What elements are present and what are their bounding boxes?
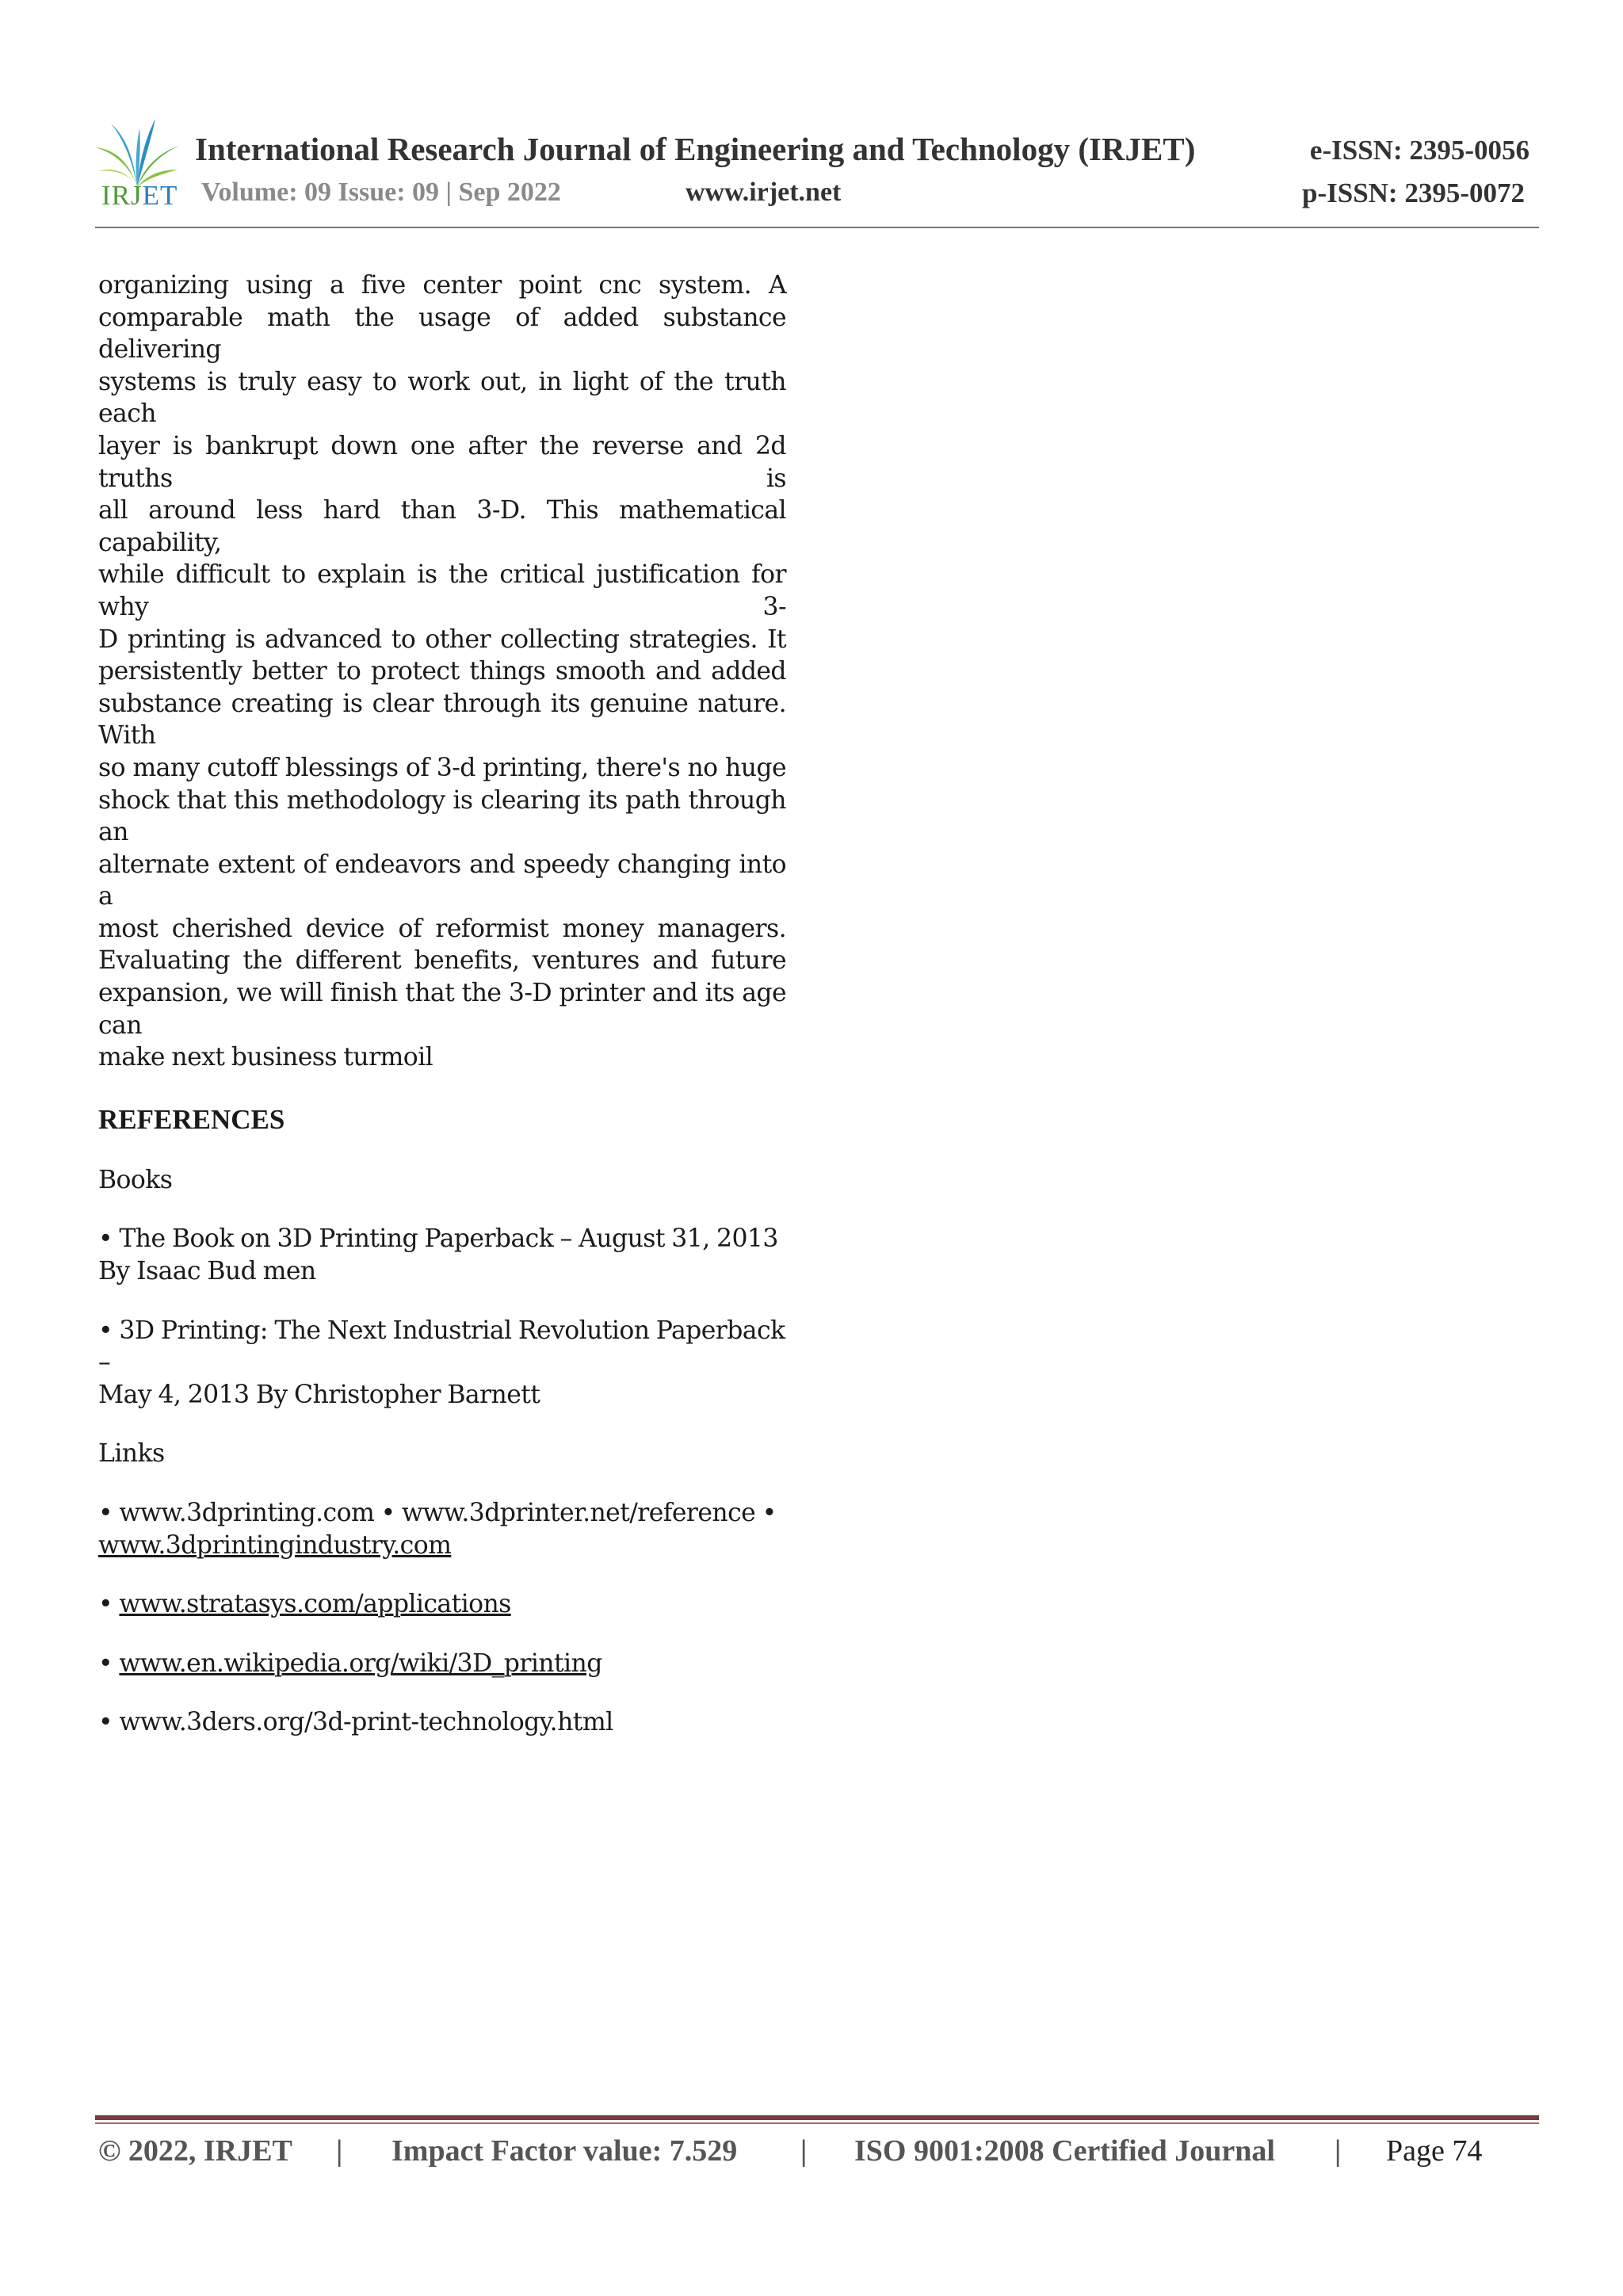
reference-link-2 [98, 1588, 786, 1621]
text-line: expansion, we will finish that the 3-D printer and its age can [98, 979, 786, 1040]
text-line: most cherished device of reformist money managers. [98, 914, 786, 943]
left-column [98, 269, 786, 1739]
reference-book-2 [98, 1315, 786, 1412]
journal-website-link[interactable]: www.irjet.net [685, 178, 842, 207]
books-label: Books [98, 1165, 173, 1194]
footer-divider [95, 2115, 1539, 2120]
text-line: persistently better to protect things smooth and added [98, 657, 786, 686]
page-footer [98, 2134, 1541, 2173]
footer-divider-thin [95, 2122, 1539, 2124]
text-line: all around less hard than 3-D. This mathematical capability, [98, 496, 786, 557]
text-line: comparable math the usage of added substance delivering [98, 303, 786, 365]
journal-title: International Research Journal of Engineering and Technology (IRJET) [195, 131, 1196, 167]
text-line: Evaluating the different benefits, ventures and future [98, 946, 786, 976]
e-issn: e-ISSN: 2395-0056 [1309, 135, 1529, 166]
text-line: layer is bankrupt down one after the reverse and 2d truths is [98, 431, 786, 493]
reference-link-1 [98, 1497, 786, 1561]
reference-link[interactable]: www.en.wikipedia.org/wiki/3D_printing [119, 1648, 602, 1678]
footer-copyright: © 2022, IRJET [98, 2134, 292, 2168]
reference-link[interactable]: www.3dprintingindustry.com [98, 1530, 452, 1560]
footer-separator: | [1335, 2134, 1342, 2168]
reference-link[interactable]: www.stratasys.com/applications [119, 1590, 511, 1619]
text-line: alternate extent of endeavors and speedy changing into a [98, 850, 786, 911]
footer-impact-factor: Impact Factor value: 7.529 [391, 2134, 738, 2168]
logo-wordmark: IRJET [101, 180, 178, 211]
p-issn: p-ISSN: 2395-0072 [1301, 178, 1525, 208]
text-line: so many cutoff blessings of 3-d printing, there's no huge [98, 753, 786, 782]
text-line: substance creating is clear through its genuine nature. With [98, 689, 786, 751]
reference-text: By Isaac Bud men [98, 1257, 316, 1286]
reference-text: • 3D Printing: The Next Industrial Revolution Paperback – [98, 1316, 785, 1377]
footer-iso: ISO 9001:2008 Certified Journal [854, 2134, 1275, 2168]
links-label: Links [98, 1439, 165, 1469]
bullet: • [98, 1590, 120, 1619]
footer-page-number: Page 74 [1386, 2134, 1483, 2168]
volume-issue: Volume: 09 Issue: 09 | Sep 2022 [201, 178, 561, 207]
reference-book-1 [98, 1223, 786, 1287]
reference-link-4[interactable]: • www.3ders.org/3d-print-technology.html [98, 1708, 613, 1737]
text-line: organizing using a five center point cnc system. A [98, 271, 786, 300]
conclusion-paragraph [98, 269, 786, 1074]
reference-link-3 [98, 1648, 786, 1680]
text-line: systems is truly easy to work out, in light of the truth each [98, 367, 786, 429]
text-line: while difficult to explain is the critical justification for why 3- [98, 560, 786, 621]
text-line: D printing is advanced to other collecting strategies. It [98, 625, 786, 654]
reference-links-text[interactable]: • www.3dprinting.com • www.3dprinter.net/reference • [98, 1499, 777, 1527]
header-divider [95, 227, 1539, 228]
text-line: make next business turmoil [98, 1043, 433, 1072]
text-line: shock that this methodology is clearing its path through an [98, 785, 786, 847]
footer-separator: | [800, 2134, 808, 2168]
footer-separator: | [336, 2134, 343, 2168]
bullet: • [98, 1648, 120, 1678]
reference-text: • The Book on 3D Printing Paperback – August 31, 2013 [98, 1224, 778, 1254]
references-heading: REFERENCES [98, 1103, 285, 1135]
reference-text: May 4, 2013 By Christopher Barnett [98, 1380, 540, 1409]
